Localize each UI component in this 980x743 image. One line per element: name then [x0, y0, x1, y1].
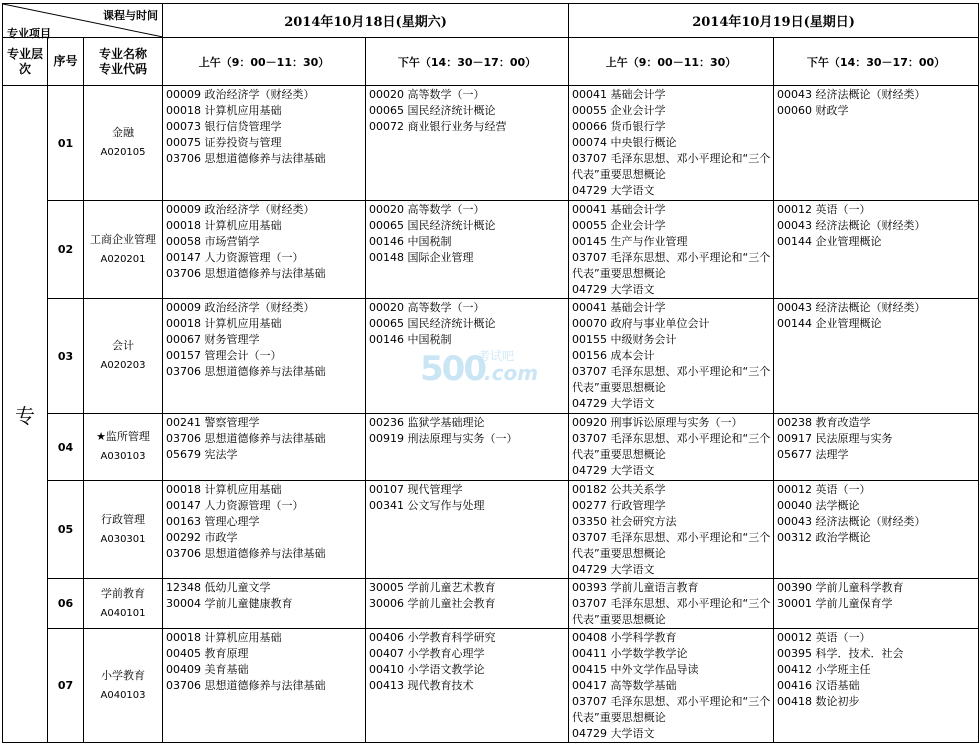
major-cell: [84, 481, 163, 579]
d2-pm-header: 下午（14：30－17：00）: [774, 38, 979, 86]
table-row: [3, 629, 979, 743]
course-line: 00292 市政学: [166, 531, 238, 544]
major-code: A030301: [100, 533, 146, 545]
major-cell: [84, 414, 163, 481]
course-line: 00395 科学．技术．社会: [777, 647, 904, 660]
course-line: 03707 毛泽东思想、邓小平理论和“三个: [572, 152, 771, 165]
course-line: 00043 经济法概论（财经类）: [777, 301, 926, 314]
course-cell-d2-pm: [774, 481, 979, 579]
course-cell-d2-pm: [774, 414, 979, 481]
table-row: [3, 579, 979, 629]
course-line: 00107 现代管理学: [369, 483, 463, 496]
major-cell: [84, 629, 163, 743]
course-cell-d2-am: [569, 579, 774, 629]
course-cell-d2-am: [569, 481, 774, 579]
course-cell-d1-am: [163, 86, 366, 201]
course-line: 00041 基础会计学: [572, 203, 666, 216]
course-line: 30006 学前儿童社会教育: [369, 597, 496, 610]
course-line: 00055 企业会计学: [572, 219, 666, 232]
row-number: 07: [48, 629, 84, 743]
course-cell-d2-pm: [774, 299, 979, 414]
course-line: 03706 思想道德修养与法律基础: [166, 547, 326, 560]
major-name: 行政管理: [101, 512, 145, 526]
course-line: 00147 人力资源管理（一）: [166, 499, 304, 512]
course-line: 00155 中级财务会计: [572, 333, 677, 346]
course-line: 03706 思想道德修养与法律基础: [166, 267, 326, 280]
course-cell-d2-pm: [774, 579, 979, 629]
course-line: 30004 学前儿童健康教育: [166, 597, 293, 610]
course-cell-d1-pm: [366, 299, 569, 414]
course-line: 00157 管理会计（一）: [166, 349, 282, 362]
course-line: 00920 刑事诉讼原理与实务（一）: [572, 416, 743, 429]
table-row: [3, 481, 979, 579]
course-line: 03706 思想道德修养与法律基础: [166, 679, 326, 692]
course-line: 00236 监狱学基础理论: [369, 416, 485, 429]
course-line: 代表”重要思想概论: [572, 168, 666, 181]
course-line: 00341 公文写作与处理: [369, 499, 485, 512]
course-line: 代表”重要思想概论: [572, 381, 666, 394]
major-code: A020201: [100, 253, 146, 265]
course-line: 30001 学前儿童保育学: [777, 597, 893, 610]
d2-am-header: 上午（9：00－11：30）: [569, 38, 774, 86]
course-line: 00146 中国税制: [369, 333, 452, 346]
course-line: 00043 经济法概论（财经类）: [777, 219, 926, 232]
course-line: 00018 计算机应用基础: [166, 631, 282, 644]
course-line: 代表”重要思想概论: [572, 547, 666, 560]
course-cell-d1-am: [163, 299, 366, 414]
course-line: 00058 市场营销学: [166, 235, 260, 248]
major-name: ★监所管理: [96, 430, 150, 443]
course-line: 03707 毛泽东思想、邓小平理论和“三个: [572, 695, 771, 708]
course-line: 00393 学前儿童语言教育: [572, 581, 699, 594]
course-line: 00182 公共关系学: [572, 483, 666, 496]
exam-schedule-table: [2, 3, 979, 743]
day1-header: 2014年10月18日(星期六): [163, 4, 569, 38]
course-line: 03707 毛泽东思想、邓小平理论和“三个: [572, 251, 771, 264]
course-line: 00241 警察管理学: [166, 416, 260, 429]
course-line: 00041 基础会计学: [572, 88, 666, 101]
corner-bottom-label: 专业项目: [7, 27, 51, 40]
course-line: 03706 思想道德修养与法律基础: [166, 432, 326, 445]
course-cell-d2-am: [569, 629, 774, 743]
major-cell: [84, 86, 163, 201]
major-name-header: 专业名称: [99, 46, 148, 61]
course-line: 00043 经济法概论（财经类）: [777, 88, 926, 101]
course-line: 00067 财务管理学: [166, 333, 260, 346]
course-line: 00238 教育改造学: [777, 416, 871, 429]
course-line: 00312 政治学概论: [777, 531, 871, 544]
course-cell-d2-am: [569, 299, 774, 414]
course-line: 00055 企业会计学: [572, 104, 666, 117]
major-header: [84, 38, 163, 86]
course-line: 04729 大学语文: [572, 184, 655, 197]
watermark-number: 500: [420, 349, 485, 389]
d1-pm-header: 下午（14：30－17：00）: [366, 38, 569, 86]
course-line: 00919 刑法原理与实务（一）: [369, 432, 518, 445]
course-line: 00156 成本会计: [572, 349, 655, 362]
course-line: 00065 国民经济统计概论: [369, 219, 496, 232]
d1-am-header: 上午（9：00－11：30）: [163, 38, 366, 86]
course-line: 00413 现代教育技术: [369, 679, 474, 692]
course-cell-d1-pm: [366, 629, 569, 743]
major-cell: [84, 299, 163, 414]
course-cell-d2-am: [569, 414, 774, 481]
course-line: 12348 低幼儿童文学: [166, 581, 271, 594]
course-line: 05679 宪法学: [166, 448, 238, 461]
course-line: 00018 计算机应用基础: [166, 483, 282, 496]
course-line: 代表”重要思想概论: [572, 711, 666, 724]
course-line: 00144 企业管理概论: [777, 317, 882, 330]
course-cell-d1-am: [163, 579, 366, 629]
course-line: 00012 英语（一）: [777, 203, 871, 216]
course-line: 00018 计算机应用基础: [166, 219, 282, 232]
course-line: 00145 生产与作业管理: [572, 235, 688, 248]
row-number: 05: [48, 481, 84, 579]
course-line: 00009 政治经济学（财经类）: [166, 203, 315, 216]
header-corner: [3, 4, 163, 38]
course-line: 00405 教育原理: [166, 647, 249, 660]
course-line: 03706 思想道德修养与法律基础: [166, 152, 326, 165]
course-line: 00407 小学教育心理学: [369, 647, 485, 660]
course-cell-d1-am: [163, 481, 366, 579]
course-cell-d1-pm: [366, 579, 569, 629]
course-line: 00020 高等数学（一）: [369, 301, 485, 314]
major-code-header: 专业代码: [99, 61, 148, 76]
course-line: 03707 毛泽东思想、邓小平理论和“三个: [572, 365, 771, 378]
course-line: 04729 大学语文: [572, 397, 655, 410]
course-line: 00018 计算机应用基础: [166, 104, 282, 117]
watermark-tag: 考试吧: [478, 349, 515, 363]
course-line: 03707 毛泽东思想、邓小平理论和“三个: [572, 597, 771, 610]
course-line: 00412 小学班主任: [777, 663, 871, 676]
course-line: 代表”重要思想概论: [572, 613, 666, 626]
course-line: 00408 小学科学教育: [572, 631, 677, 644]
row-number: 01: [48, 86, 84, 201]
course-line: 03350 社会研究方法: [572, 515, 677, 528]
row-number: 04: [48, 414, 84, 481]
course-cell-d2-pm: [774, 201, 979, 299]
major-code: A030103: [100, 451, 146, 462]
course-line: 00009 政治经济学（财经类）: [166, 88, 315, 101]
major-code: A040101: [100, 607, 146, 619]
course-line: 00012 英语（一）: [777, 631, 871, 644]
course-line: 00410 小学语文教学论: [369, 663, 485, 676]
course-line: 00417 高等数学基础: [572, 679, 677, 692]
course-cell-d2-pm: [774, 86, 979, 201]
row-number: 06: [48, 579, 84, 629]
watermark-domain: .com: [484, 361, 539, 385]
major-cell: [84, 579, 163, 629]
course-cell-d2-am: [569, 201, 774, 299]
course-line: 04729 大学语文: [572, 727, 655, 740]
major-name: 小学教育: [101, 668, 145, 682]
day2-header: 2014年10月19日(星期日): [569, 4, 979, 38]
course-line: 03707 毛泽东思想、邓小平理论和“三个: [572, 531, 771, 544]
course-line: 00018 计算机应用基础: [166, 317, 282, 330]
table-row: [3, 414, 979, 481]
level-header: 专业层次: [3, 38, 48, 86]
course-line: 00146 中国税制: [369, 235, 452, 248]
row-number: 03: [48, 299, 84, 414]
course-line: 00075 证券投资与管理: [166, 136, 282, 149]
course-cell-d1-pm: [366, 481, 569, 579]
course-line: 00148 国际企业管理: [369, 251, 474, 264]
major-name: 会计: [112, 339, 134, 352]
course-cell-d1-am: [163, 629, 366, 743]
course-line: 00020 高等数学（一）: [369, 203, 485, 216]
course-cell-d1-pm: [366, 86, 569, 201]
course-line: 00012 英语（一）: [777, 483, 871, 496]
major-name: 金融: [112, 126, 134, 139]
course-line: 00072 商业银行业务与经营: [369, 120, 507, 133]
table-row: [3, 86, 979, 201]
major-code: A040103: [100, 689, 146, 701]
corner-top-label: 课程与时间: [103, 9, 159, 22]
course-cell-d1-pm: [366, 414, 569, 481]
course-line: 00163 管理心理学: [166, 515, 260, 528]
row-number: 02: [48, 201, 84, 299]
table-row: [3, 201, 979, 299]
course-line: 00074 中央银行概论: [572, 136, 677, 149]
course-line: 04729 大学语文: [572, 464, 655, 477]
course-line: 00147 人力资源管理（一）: [166, 251, 304, 264]
course-line: 00020 高等数学（一）: [369, 88, 485, 101]
course-line: 00415 中外文学作品导读: [572, 663, 699, 676]
course-line: 00409 美育基础: [166, 663, 249, 676]
course-line: 00066 货币银行学: [572, 120, 666, 133]
course-line: 代表”重要思想概论: [572, 267, 666, 280]
course-line: 00040 法学概论: [777, 499, 860, 512]
major-name: 学前教育: [101, 586, 145, 600]
course-line: 00406 小学教育科学研究: [369, 631, 496, 644]
course-cell-d1-pm: [366, 201, 569, 299]
course-line: 04729 大学语文: [572, 283, 655, 296]
course-cell-d2-am: [569, 86, 774, 201]
course-cell-d1-am: [163, 414, 366, 481]
course-line: 代表”重要思想概论: [572, 448, 666, 461]
course-cell-d2-pm: [774, 629, 979, 743]
major-cell: [84, 201, 163, 299]
major-code: A020105: [100, 147, 146, 158]
course-line: 00416 汉语基础: [777, 679, 860, 692]
major-name: 工商企业管理: [90, 232, 156, 246]
major-code: A020203: [100, 360, 146, 371]
course-line: 00060 财政学: [777, 104, 849, 117]
course-line: 04729 大学语文: [572, 563, 655, 576]
course-line: 03706 思想道德修养与法律基础: [166, 365, 326, 378]
course-line: 00041 基础会计学: [572, 301, 666, 314]
course-line: 00144 企业管理概论: [777, 235, 882, 248]
level-cell: 专: [3, 86, 48, 743]
course-line: 00418 数论初步: [777, 695, 860, 708]
course-line: 30005 学前儿童艺术教育: [369, 581, 496, 594]
course-cell-d1-am: [163, 201, 366, 299]
course-line: 00009 政治经济学（财经类）: [166, 301, 315, 314]
schedule-rows: [3, 86, 979, 743]
course-line: 00065 国民经济统计概论: [369, 104, 496, 117]
course-line: 00917 民法原理与实务: [777, 432, 893, 445]
course-line: 00073 银行信贷管理学: [166, 120, 282, 133]
course-line: 00043 经济法概论（财经类）: [777, 515, 926, 528]
course-line: 00070 政府与事业单位会计: [572, 317, 710, 330]
num-header: 序号: [48, 38, 84, 86]
course-line: 03707 毛泽东思想、邓小平理论和“三个: [572, 432, 771, 445]
course-line: 00277 行政管理学: [572, 499, 666, 512]
course-line: 05677 法理学: [777, 448, 849, 461]
course-line: 00411 小学数学教学论: [572, 647, 688, 660]
course-line: 00390 学前儿童科学教育: [777, 581, 904, 594]
table-row: [3, 299, 979, 414]
course-line: 00065 国民经济统计概论: [369, 317, 496, 330]
